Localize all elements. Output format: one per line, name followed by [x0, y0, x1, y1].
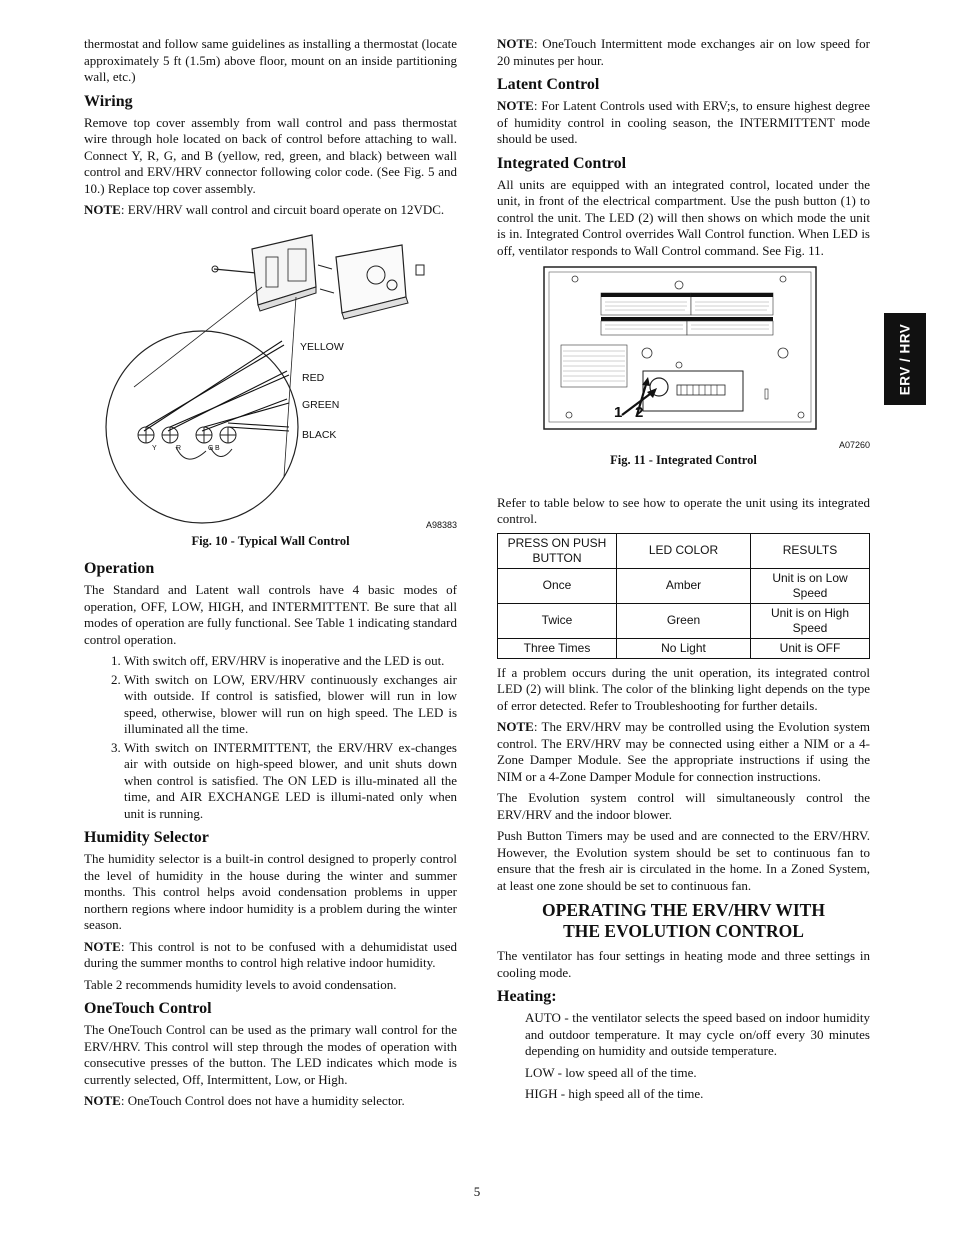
wire-label-yellow: YELLOW [300, 340, 344, 353]
led-table [497, 533, 870, 659]
onetouch-note [84, 1093, 457, 1110]
table-row [498, 603, 870, 638]
settings-text: The ventilator has four settings in heating mode and three settings in cooling mode. [497, 948, 870, 980]
table-cell: Unit is OFF [751, 638, 870, 658]
terminal-letter-y: Y [152, 444, 157, 452]
heating-auto: AUTO - the ventilator selects the speed based on indoor humidity and outdoor temperature. It may cycle on/off every 30 minutes depending on humidity and outside temperature. [525, 1010, 870, 1058]
integrated-text: All units are equipped with an integrated control, located under the unit, in front of the electrical compartment. Use the push button (1) to control the unit. The LED (2) will then shows on which mode the unit is in. Integrated Control overrides Wall Control function. When LED is off, ventilator responds to Wall Control command. See Fig. 11. [497, 176, 870, 258]
table-cell: Three Times [498, 638, 617, 658]
table-cell: No Light [617, 638, 751, 658]
callout-1: 1 [614, 404, 623, 421]
note-label: NOTE [497, 36, 534, 51]
note-label: NOTE [497, 98, 534, 113]
terminal-letter-b: B [215, 444, 220, 452]
figure-11 [497, 265, 870, 450]
integrated-control-illustration [497, 265, 870, 450]
heating-low: LOW - low speed all of the time. [525, 1064, 697, 1080]
wire-label-green: GREEN [302, 398, 340, 411]
note-text: : This control is not to be confused with a dehumidistat used during the summer months to control high relative indoor humidity. [84, 938, 457, 970]
table-cell: Unit is on Low Speed [751, 568, 870, 603]
table-row [498, 568, 870, 603]
heading-line: OPERATING THE ERV/HRV WITH [542, 900, 825, 920]
evolution-text: The Evolution system control will simultaneously control the ERV/HRV and the indoor blower. [497, 790, 870, 822]
table-cell: Unit is on High Speed [751, 603, 870, 638]
table-intro: Refer to table below to see how to operate the unit using its integrated control. [497, 494, 870, 526]
note-text: : ERV/HRV wall control and circuit board operate on 12VDC. [120, 202, 445, 217]
humidity-selector-heading: Humidity Selector [84, 829, 209, 846]
humidity-text: The humidity selector is a built-in control designed to properly control the level of humidity in the house during the winter and summer months. This control helps avoid condensation problems in upper northern regions where indoor humidity is a problem during the winter season. [84, 851, 457, 932]
onetouch-text: The OneTouch Control can be used as the primary wall control for the ERV/HRV. This control will step through the modes of operation with consecutive presses of the button. The LED indicates which mode is currently selected, Off, Intermittent, Low, or High. [84, 1022, 457, 1087]
latent-control-heading: Latent Control [497, 76, 600, 93]
wire-label-red: RED [302, 371, 325, 384]
operation-item: 3. With switch on INTERMITTENT, the ERV/HRV ex-changes air with outside on high-speed blower, and unit shuts down when control is satisfied. The ON LED is illu-minated all the time, and AIR EXCHANGE LED is illumi-nated only when unit is running. [124, 740, 457, 823]
wiring-note [84, 202, 457, 219]
wiring-heading: Wiring [84, 92, 133, 110]
left-column [84, 36, 457, 1115]
wall-control-illustration [84, 227, 457, 527]
table-2-reference: Table 2 recommends humidity levels to avoid condensation. [84, 976, 397, 992]
table-cell: Amber [617, 568, 751, 603]
table-header-row [498, 533, 870, 568]
note-text: : OneTouch Control does not have a humidity selector. [120, 1093, 405, 1108]
terminal-letter-g: G [208, 444, 214, 452]
note-label: NOTE [84, 1093, 121, 1108]
figure-11-id: A07260 [838, 440, 870, 450]
table-cell: Once [498, 568, 617, 603]
callout-2: 2 [635, 404, 644, 421]
note-label: NOTE [84, 202, 121, 217]
latent-note [497, 98, 870, 148]
figure-10-id: A98383 [425, 519, 457, 530]
integrated-control-heading: Integrated Control [497, 154, 627, 172]
heading-line: THE EVOLUTION CONTROL [563, 921, 804, 941]
figure-10-caption: Fig. 10 - Typical Wall Control [191, 533, 350, 548]
note-label: NOTE [84, 938, 121, 954]
operating-evolution-heading [497, 900, 870, 942]
note-label: NOTE [497, 719, 534, 734]
figure-10 [84, 227, 457, 530]
operation-heading: Operation [84, 560, 155, 577]
operation-text: The Standard and Latent wall controls have 4 basic modes of operation, OFF, LOW, HIGH, and INTERMITTENT. Be sure that all modes of operation are fully functional. See Table 1 indicating standard control operation. [84, 582, 457, 647]
column-header: RESULTS [751, 533, 870, 568]
push-timers-text: Push Button Timers may be used and are connected to the ERV/HRV. However, the Evolution system should be set to continuous fan to ensure that the fresh air is circulated in the home. In a Zoned System, at least one zone should be set to continuous fan. [497, 828, 870, 893]
terminal-letter-r: R [176, 444, 182, 452]
heating-heading: Heating: [497, 988, 557, 1005]
column-header: PRESS ON PUSH BUTTON [498, 533, 617, 568]
table-row [498, 638, 870, 658]
heating-high: HIGH - high speed all of the time. [525, 1086, 704, 1101]
wiring-text: Remove top cover assembly from wall control and pass thermostat wire through hole located on back of control before attaching to wall. Connect Y, R, G, and B (yellow, red, green, and black) between wall control and ERV/HRV connector following color code. (See Fig. 5 and 10.) Replace top cover assembly. [84, 114, 457, 196]
table-cell: Twice [498, 603, 617, 638]
onetouch-intermittent-note [497, 36, 870, 69]
section-side-tab [884, 313, 926, 405]
side-tab-label: ERV / HRV [897, 323, 913, 395]
wire-label-black: BLACK [302, 428, 337, 441]
heating-settings [497, 1010, 870, 1103]
table-cell: Green [617, 603, 751, 638]
operation-item: 1. With switch off, ERV/HRV is inoperative and the LED is out. [124, 653, 457, 670]
onetouch-heading: OneTouch Control [84, 1000, 212, 1017]
operation-list [84, 653, 457, 822]
note-text: : The ERV/HRV may be controlled using the Evolution system control. The ERV/HRV may be connected using either a NIM or a 4-Zone Damper Module. See the appropriate instructions if using the NIM or a 4-Zone Damper Module for connection instructions. [497, 719, 870, 784]
figure-11-caption: Fig. 11 - Integrated Control [610, 453, 757, 467]
column-header: LED COLOR [617, 533, 751, 568]
operation-item: 2. With switch on LOW, ERV/HRV continuously exchanges air with outside. If control is satisfied, blower will run in low speed, otherwise, blower will run on high speed. The LED is illuminated all the time. [124, 672, 457, 738]
evolution-note [497, 719, 870, 785]
humidity-note [84, 939, 457, 972]
note-text: : For Latent Controls used with ERV;s, to ensure highest degree of humidity control in cooling season, the INTERMITTENT mode should be used. [497, 98, 870, 146]
right-column [497, 36, 870, 1108]
intro-text: thermostat and follow same guidelines as installing a thermostat (locate approximately 5 ft (1.5m) above floor, mount on an inside partitioning wall, etc.) [84, 36, 457, 84]
note-text: : OneTouch Intermittent mode exchanges air on low speed for 20 minutes per hour. [497, 36, 870, 68]
problem-text: If a problem occurs during the unit operation, its integrated control LED (2) will blink. The color of the blinking light depends on the type of error detected. Refer to Troubleshooting for further details. [497, 664, 870, 713]
page-number: 5 [473, 1184, 481, 1199]
